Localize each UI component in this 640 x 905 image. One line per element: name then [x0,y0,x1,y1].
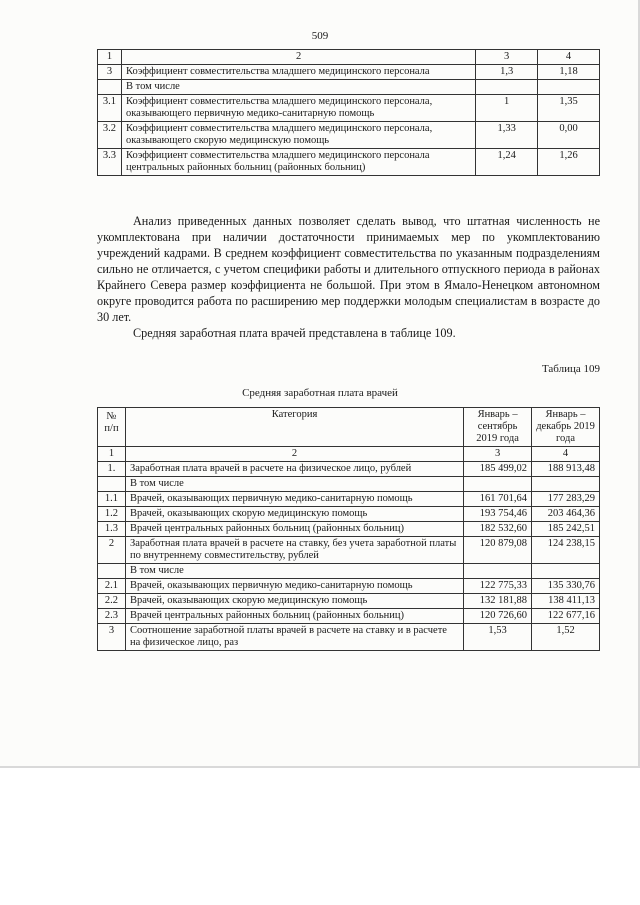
table-row: В том числе [98,80,600,95]
table-index-row: 1 2 3 4 [98,447,600,462]
table-row: 1.2 Врачей, оказывающих скорую медицинскую помощь 193 754,46 203 464,36 [98,507,600,522]
table-row: В том числе [98,477,600,492]
table-row: 3 Соотношение заработной платы врачей в расчете на ставку и в расчете на физическое лицо, раз 1,53 1,52 [98,624,600,651]
coefficient-table [97,49,600,176]
salary-table [97,407,600,651]
paragraph: Анализ приведенных данных позволяет сделать вывод, что штатная численность не укомплектована при наличии достаточности принимаемых мер по укомплектованию учреждений кадрами. В среднем коэффициент совместительства по указанным подразделениям сильно не отличается, с учетом специфики работы и длительного отпускного периода в районах Крайнего Севера размер коэффициента не большой. При этом в Ямало-Ненецком автономном округе проводится работа по расширению мер поддержки молодым специалистам в возрасте до 30 лет. [97,214,600,324]
table-row: 2.2 Врачей, оказывающих скорую медицинскую помощь 132 181,88 138 411,13 [98,594,600,609]
table-row: 1.1 Врачей, оказывающих первичную медико-санитарную помощь 161 701,64 177 283,29 [98,492,600,507]
page-number: 509 [311,30,329,42]
table-row: 3.1 Коэффициент совместительства младшего медицинского персонала, оказывающего первичную медико-санитарную помощь 1 1,35 [98,95,600,122]
table-row: 2.3 Врачей центральных районных больниц (районных больниц) 120 726,60 122 677,16 [98,609,600,624]
paragraph: Средняя заработная плата врачей представлена в таблице 109. [133,326,456,340]
body-text [97,213,600,341]
table-row: 2.1 Врачей, оказывающих первичную медико-санитарную помощь 122 775,33 135 330,76 [98,579,600,594]
table-row: 1. Заработная плата врачей в расчете на физическое лицо, рублей 185 499,02 188 913,48 [98,462,600,477]
table-row: 1.3 Врачей центральных районных больниц (районных больниц) 182 532,60 185 242,51 [98,522,600,537]
table-row: 3 Коэффициент совместительства младшего медицинского персонала 1,3 1,18 [98,65,600,80]
table-header-row: 1 2 3 4 [98,50,600,65]
table-label: Таблица 109 [541,363,600,375]
table-row: 3.2 Коэффициент совместительства младшего медицинского персонала, оказывающего скорую медицинскую помощь 1,33 0,00 [98,122,600,149]
table-head-row: № п/п Категория Январь – сентябрь 2019 года Январь – декабрь 2019 года [98,408,600,447]
table-row: 2 Заработная плата врачей в расчете на ставку, без учета заработной платы по внутреннему совместительству, рублей 120 879,08 124 238,15 [98,537,600,564]
table-row: 3.3 Коэффициент совместительства младшего медицинского персонала центральных районных больниц (районных больниц) 1,24 1,26 [98,149,600,176]
table-row: В том числе [98,564,600,579]
table-caption: Средняя заработная плата врачей [242,387,398,399]
